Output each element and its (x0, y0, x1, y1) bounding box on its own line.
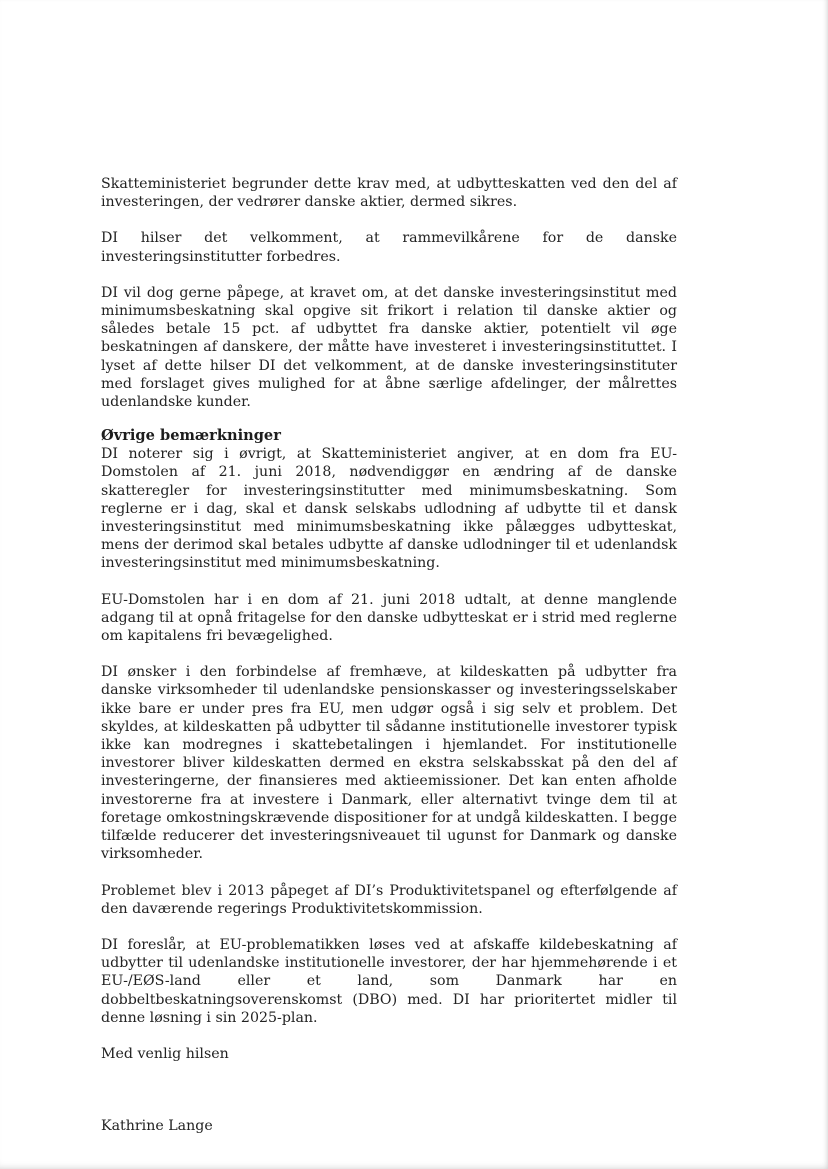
signature-name: Kathrine Lange (101, 1118, 213, 1135)
section-heading: Øvrige bemærkninger (101, 427, 281, 445)
paragraph: DI noterer sig i øvrigt, at Skatteministeriet angiver, at en dom fra EU-Domstolen af 21. juni 2018, nødvendiggør en ændring af de danske skatteregler for investeringsinstitutter med minimumsbeskatning. Som reglerne er i dag, skal et dansk selskabs udlodning af udbytte til et dansk investeringsinstitut med minimumsbeskatning ikke pålægges udbytteskat, mens der derimod skal betales udbytte af danske udlodninger til et udenlandsk investeringsinstitut med minimumsbeskatning. (101, 446, 677, 572)
paragraph: DI hilser det velkomment, at rammevilkårene for de danske investeringsinstitutter forbedres. (101, 230, 677, 265)
signature-space (101, 1081, 677, 1117)
paragraph: DI foreslår, at EU-problematikken løses ved at afskaffe kildebeskatning af udbytter til udenlandske institutionelle investorer, der har hjemmehørende i et EU-/EØS-land eller et land, som Danmark har en dobbeltbeskatningsoverenskomst (DBO) med. DI har prioritertet midler til denne løsning i sin 2025-plan. (101, 936, 677, 1026)
paragraph: EU-Domstolen har i en dom af 21. juni 2018 udtalt, at denne manglende adgang til at opnå fritagelse for den danske udbytteskat er i strid med reglerne om kapitalens fri bevægelighed. (101, 591, 677, 645)
closing-salutation: Med venlig hilsen (101, 1045, 229, 1062)
document-body (101, 175, 677, 1153)
paragraph: DI vil dog gerne påpege, at kravet om, at det danske investeringsinstitut med minimumsbeskatning skal opgive sit frikort i relation til danske aktier og således betale 15 pct. af udbyttet fra danske aktier, potentielt vil øge beskatningen af danskere, der måtte have investeret i investeringsinstituttet. I lyset af dette hilser DI det velkomment, at de danske investeringsinstituter med forslaget gives mulighed for at åbne særlige afdelinger, der målrettes udenlandske kunder. (101, 284, 677, 411)
paragraph: Skatteministeriet begrunder dette krav med, at udbytteskatten ved den del af investeringen, der vedrører danske aktier, dermed sikres. (101, 176, 677, 211)
paragraph: DI ønsker i den forbindelse af fremhæve, at kildeskatten på udbytter fra danske virksomheder til udenlandske pensionskasser og investeringsselskaber ikke bare er under pres fra EU, men udgør også i sig selv et problem. Det skyldes, at kildeskatten på udbytter til sådanne institutionelle investorer typisk ikke kan modregnes i skattebetalingen i hjemlandet. For institutionelle investorer bliver kildeskatten dermed en ekstra selskabsskat på den del af investeringerne, der finansieres med aktieemissioner. Det kan enten afholde investorerne fra at investere i Danmark, eller alternativt tvinge dem til at foretage omkostningskrævende dispositioner for at undgå kildeskatten. I begge tilfælde reducerer det investeringsniveauet til ugunst for Danmark og danske virksomheder. (101, 664, 677, 863)
paragraph: Problemet blev i 2013 påpeget af DI’s Produktivitetspanel og efterfølgende af den daværende regerings Produktivitetskommission. (101, 882, 677, 917)
